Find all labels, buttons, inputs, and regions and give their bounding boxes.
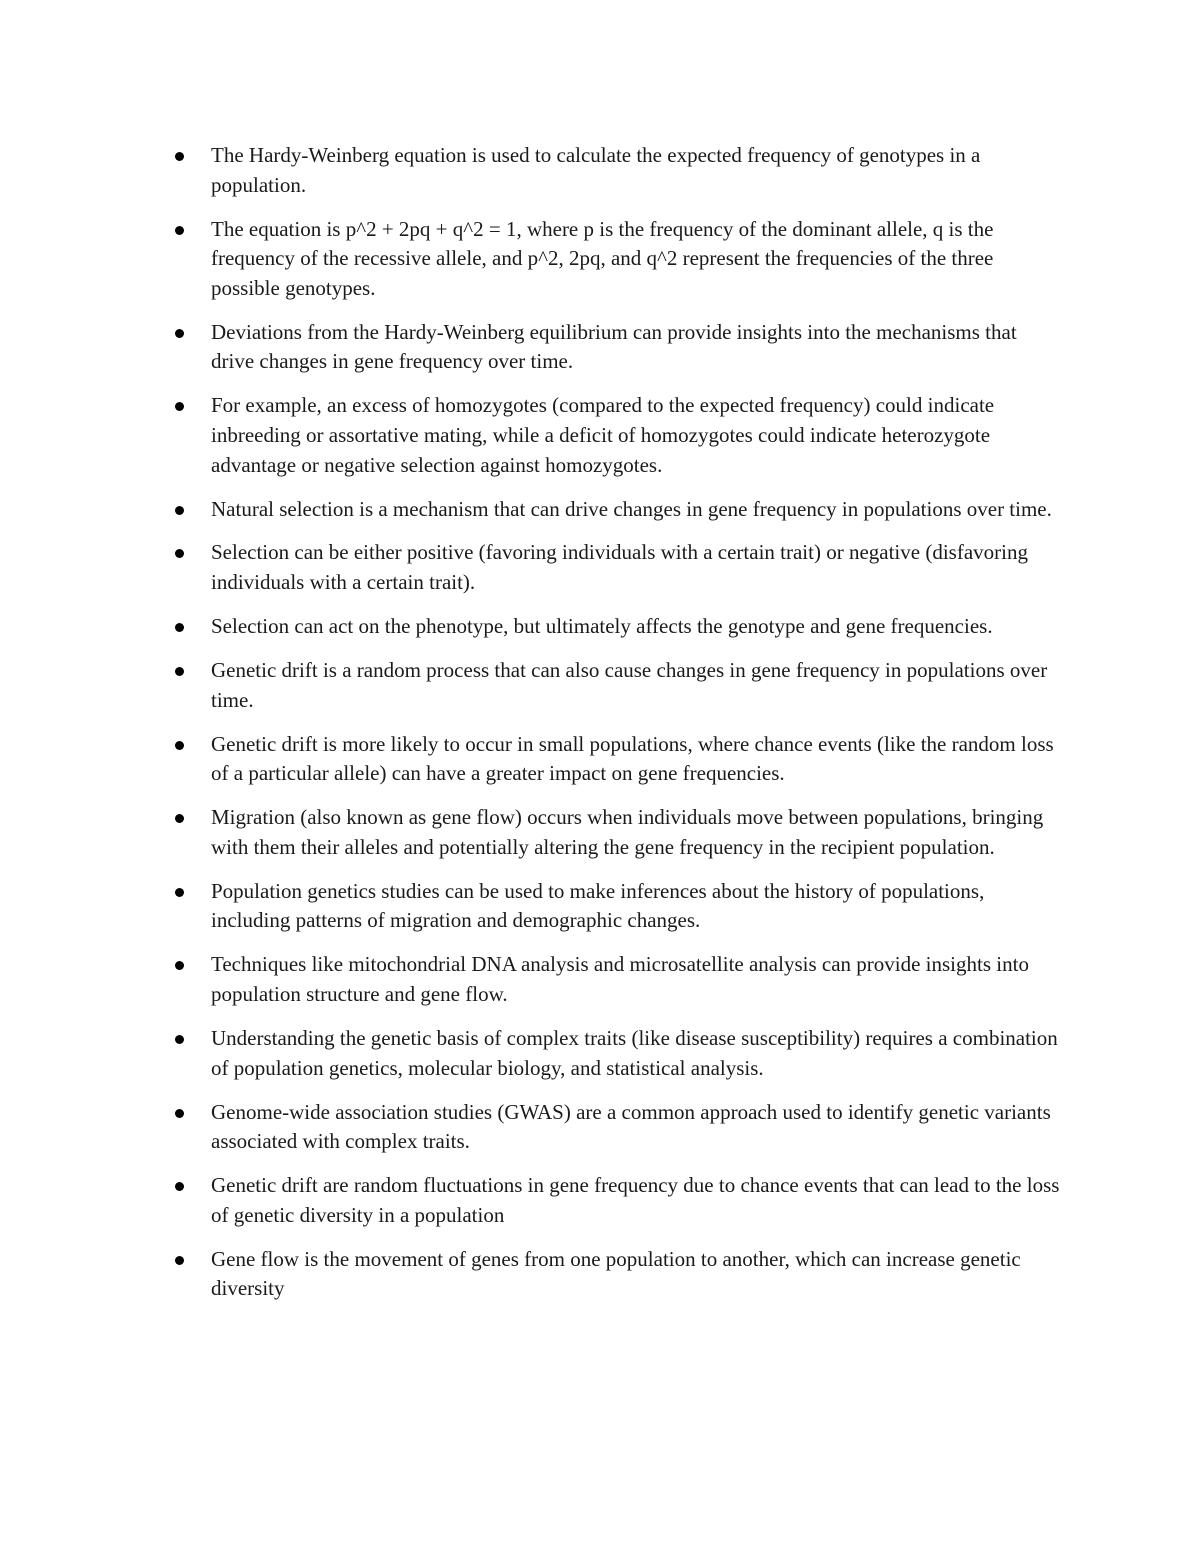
bullet-icon <box>175 814 184 823</box>
list-item-text: Gene flow is the movement of genes from one population to another, which can increase genetic diversity <box>211 1246 1021 1301</box>
list-item-text: Genome-wide association studies (GWAS) are a common approach used to identify genetic variants associated with complex traits. <box>211 1099 1051 1154</box>
list-item <box>165 391 1065 480</box>
list-item <box>165 950 1065 1009</box>
bullet-icon <box>175 152 184 161</box>
list-item-text: For example, an excess of homozygotes (compared to the expected frequency) could indicate inbreeding or assortative mating, while a deficit of homozygotes could indicate heterozygote advantage or negative selection against homozygotes. <box>211 393 995 477</box>
list-item-text: Selection can act on the phenotype, but ultimately affects the genotype and gene frequencies. <box>211 614 993 639</box>
list-item <box>165 612 1065 642</box>
list-item-text: The Hardy-Weinberg equation is used to calculate the expected frequency of genotypes in a population. <box>211 143 981 197</box>
bullet-icon <box>175 961 184 970</box>
list-item-text: Selection can be either positive (favoring individuals with a certain trait) or negative (disfavoring individuals with a certain trait). <box>211 540 1028 595</box>
list-item-text: The equation is p^2 + 2pq + q^2 = 1, where p is the frequency of the dominant allele, q is the frequency of the recessive allele, and p^2, 2pq, and q^2 represent the frequencies of the three possible genotypes. <box>211 216 994 300</box>
bullet-icon <box>175 888 184 897</box>
list-item-text: Genetic drift is a random process that can also cause changes in gene frequency in populations over time. <box>211 658 1048 712</box>
list-item <box>165 803 1065 862</box>
list-item <box>165 656 1065 715</box>
list-item <box>165 730 1065 789</box>
list-item-text: Techniques like mitochondrial DNA analysis and microsatellite analysis can provide insights into population structure and gene flow. <box>211 952 1029 1006</box>
bullet-icon <box>175 506 184 515</box>
list-item <box>165 1098 1065 1157</box>
list-item-text: Migration (also known as gene flow) occurs when individuals move between populations, bringing with them their alleles and potentially altering the gene frequency in the recipient population. <box>211 805 1044 859</box>
bullet-icon <box>175 667 184 676</box>
bullet-list <box>165 141 1065 1318</box>
list-item <box>165 1024 1065 1083</box>
bullet-icon <box>175 549 184 558</box>
bullet-icon <box>175 1256 184 1265</box>
list-item <box>165 877 1065 936</box>
bullet-icon <box>175 329 184 338</box>
list-item-text: Natural selection is a mechanism that can drive changes in gene frequency in populations over time. <box>211 496 1052 521</box>
list-item <box>165 1171 1065 1230</box>
list-item <box>165 215 1065 304</box>
list-item <box>165 495 1065 525</box>
list-item-text: Understanding the genetic basis of complex traits (like disease susceptibility) requires a combination of population genetics, molecular biology, and statistical analysis. <box>211 1025 1058 1080</box>
list-item <box>165 1245 1065 1304</box>
list-item-text: Population genetics studies can be used to make inferences about the history of populations, including patterns of migration and demographic changes. <box>211 878 985 933</box>
bullet-icon <box>175 1109 184 1118</box>
list-item <box>165 538 1065 597</box>
bullet-icon <box>175 623 184 632</box>
bullet-icon <box>175 402 184 411</box>
list-item <box>165 141 1065 200</box>
list-item-text: Genetic drift are random fluctuations in gene frequency due to chance events that can lead to the loss of genetic diversity in a population <box>211 1173 1060 1227</box>
bullet-icon <box>175 1182 184 1191</box>
bullet-icon <box>175 1035 184 1044</box>
bullet-icon <box>175 741 184 750</box>
list-item-text: Deviations from the Hardy-Weinberg equilibrium can provide insights into the mechanisms that drive changes in gene frequency over time. <box>211 319 1017 374</box>
list-item <box>165 318 1065 377</box>
bullet-icon <box>175 226 184 235</box>
list-item-text: Genetic drift is more likely to occur in small populations, where chance events (like the random loss of a particular allele) can have a greater impact on gene frequencies. <box>211 731 1054 786</box>
